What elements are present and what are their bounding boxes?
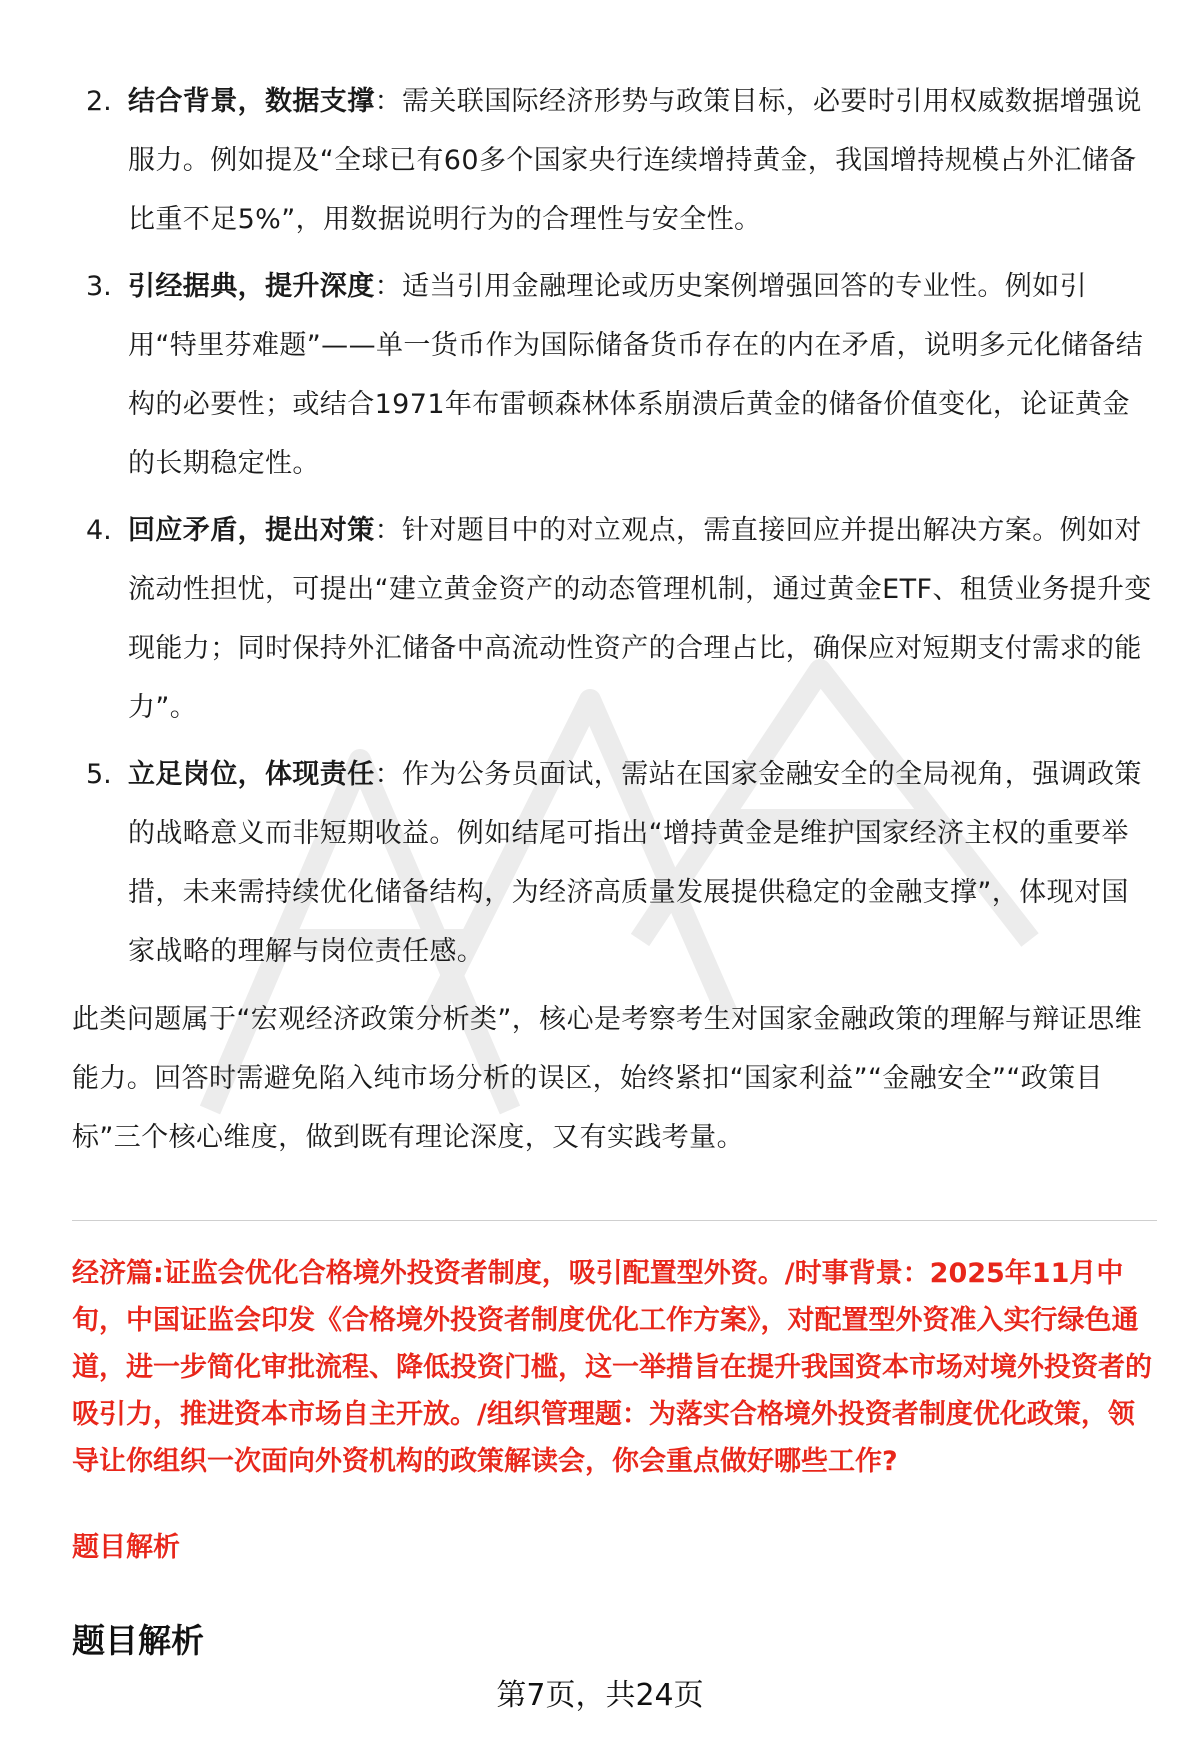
item-number: 4. xyxy=(86,515,112,546)
item-number: 5. xyxy=(86,759,112,790)
item-paragraph xyxy=(128,257,1152,493)
item-body: ：需关联国际经济形势与政策目标，必要时引用权威数据增强说服力。例如提及“全球已有60多个国家央行连续增持黄金，我国增持规模占外汇储备比重不足5%”，用数据说明行为的合理性与安全性。 xyxy=(128,86,1142,235)
section-divider xyxy=(72,1220,1157,1221)
list-item xyxy=(72,257,1152,493)
item-title: 回应矛盾，提出对策 xyxy=(128,515,375,546)
item-title: 结合背景，数据支撑 xyxy=(128,86,375,117)
item-body: ：作为公务员面试，需站在国家金融安全的全局视角，强调政策的战略意义而非短期收益。例如结尾可指出“增持黄金是维护国家经济主权的重要举措，未来需持续优化储备结构，为经济高质量发展提供稳定的金融支撑”，体现对国家战略的理解与岗位责任感。 xyxy=(128,759,1142,967)
item-paragraph xyxy=(128,72,1152,249)
list-item xyxy=(72,72,1152,249)
item-body: ：针对题目中的对立观点，需直接回应并提出解决方案。例如对流动性担忧，可提出“建立黄金资产的动态管理机制，通过黄金ETF、租赁业务提升变现能力；同时保持外汇储备中高流动性资产的合理占比，确保应对短期支付需求的能力”。 xyxy=(128,515,1152,723)
question-paragraph: 经济篇:证监会优化合格境外投资者制度，吸引配置型外资。/时事背景：2025年11月中旬，中国证监会印发《合格境外投资者制度优化工作方案》，对配置型外资准入实行绿色通道，进一步简化审批流程、降低投资门槛，这一举措旨在提升我国资本市场对境外投资者的吸引力，推进资本市场自主开放。/组织管理题：为落实合格境外投资者制度优化政策，领导让你组织一次面向外资机构的政策解读会，你会重点做好哪些工作? xyxy=(72,1258,1152,1477)
list-item xyxy=(72,501,1152,737)
question-analysis-label: 题目解析 xyxy=(72,1532,180,1563)
section-heading: 题目解析 xyxy=(72,1621,204,1660)
item-paragraph xyxy=(128,745,1152,981)
list-item xyxy=(72,745,1152,981)
item-number: 3. xyxy=(86,271,112,302)
tips-list xyxy=(72,72,1152,989)
item-title: 立足岗位，体现责任 xyxy=(128,759,375,790)
item-paragraph xyxy=(128,501,1152,737)
summary-paragraph: 此类问题属于“宏观经济政策分析类”，核心是考察考生对国家金融政策的理解与辩证思维能力。回答时需避免陷入纯市场分析的误区，始终紧扣“国家利益”“金融安全”“政策目标”三个核心维度，做到既有理论深度，又有实践考量。 xyxy=(72,1004,1142,1153)
item-title: 引经据典，提升深度 xyxy=(128,271,375,302)
item-number: 2. xyxy=(86,86,112,117)
item-body: ：适当引用金融理论或历史案例增强回答的专业性。例如引用“特里芬难题”——单一货币作为国际储备货币存在的内在矛盾，说明多元化储备结构的必要性；或结合1971年布雷顿森林体系崩溃后黄金的储备价值变化，论证黄金的长期稳定性。 xyxy=(128,271,1144,479)
page-number-footer: 第7页，共24页 xyxy=(496,1678,704,1713)
